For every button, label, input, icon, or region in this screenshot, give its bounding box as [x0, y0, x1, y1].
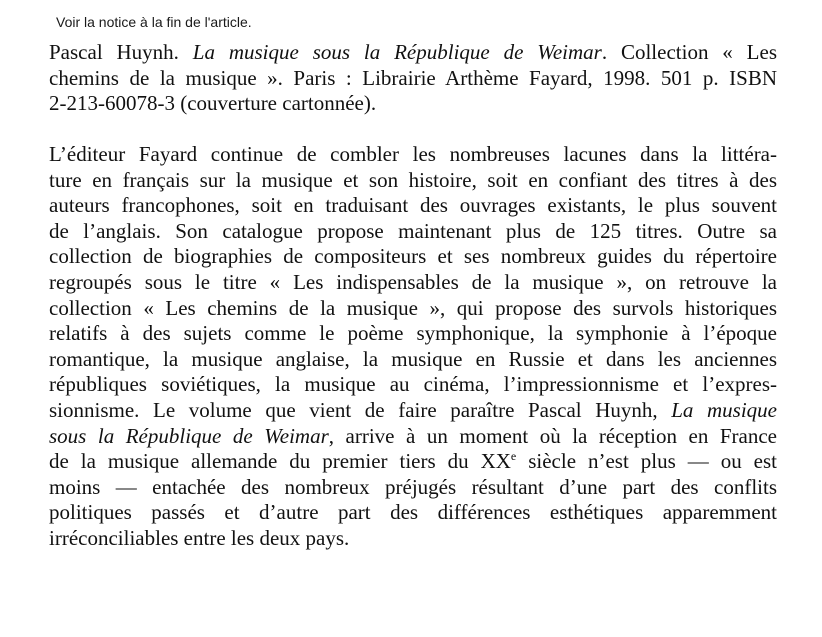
paragraph-line: ture en français sur la musique et son histoire, soit en confiant des titres à des — [49, 167, 777, 192]
paragraph-line: collection de biographies de compositeurs et ses nombreux guides du répertoire — [49, 244, 777, 269]
citation-line — [49, 40, 777, 66]
article-notice: Voir la notice à la fin de l'article. — [56, 14, 252, 30]
paragraph-line: politiques passés et d’autre part des différences esthétiques apparemment — [49, 500, 777, 525]
paragraph-line: moins — entachée des nombreux préjugés résultant d’une part des conflits — [49, 474, 777, 499]
citation-author: Pascal Huynh. — [49, 40, 193, 64]
paragraph-text: de la musique allemande du premier tiers du XX — [49, 449, 511, 474]
paragraph-line: L’éditeur Fayard continue de combler les nombreuses lacunes dans la littéra- — [49, 142, 777, 166]
paragraph-line: républiques soviétiques, la musique au cinéma, l’impressionnisme et l’expres- — [49, 372, 777, 397]
superscript: e — [510, 449, 517, 464]
citation-line: chemins de la musique ». Paris : Librairie Arthème Fayard, 1998. 501 p. ISBN — [49, 65, 777, 90]
citation-text: . Collection « Les — [601, 40, 777, 64]
paragraph-text: , arrive à un moment où la réception en France — [328, 423, 777, 448]
paragraph-line: collection « Les chemins de la musique », qui propose des survols historiques — [49, 295, 777, 320]
book-citation — [49, 40, 777, 117]
paragraph-text: siècle n’est plus — ou est — [516, 449, 777, 474]
book-title-inline: La musique — [671, 397, 777, 422]
book-title-inline: sous la République de Weimar — [49, 423, 329, 448]
paragraph-line — [49, 449, 777, 475]
citation-line: 2-213-60078-3 (couverture cartonnée). — [49, 91, 377, 115]
paragraph-line: auteurs francophones, soit en traduisant des ouvrages existants, le plus souvent — [49, 193, 777, 218]
paragraph-line — [49, 398, 777, 424]
paragraph-text: sionnisme. Le volume que vient de faire paraître Pascal Huynh, — [49, 397, 672, 422]
paragraph-line: irréconciliables entre les deux pays. — [49, 525, 350, 550]
paragraph-line: relatifs à des sujets comme le poème symphonique, la symphonie à l’époque — [49, 321, 777, 346]
book-title: La musique sous la République de Weimar — [192, 40, 602, 64]
paragraph-line: de l’anglais. Son catalogue propose maintenant plus de 125 titres. Outre sa — [49, 218, 777, 243]
paragraph-line: regroupés sous le titre « Les indispensables de la musique », on retrouve la — [49, 269, 777, 294]
paragraph-line: romantique, la musique anglaise, la musique en Russie et dans les anciennes — [49, 346, 777, 371]
review-paragraph — [49, 142, 777, 552]
paragraph-line — [49, 424, 777, 450]
